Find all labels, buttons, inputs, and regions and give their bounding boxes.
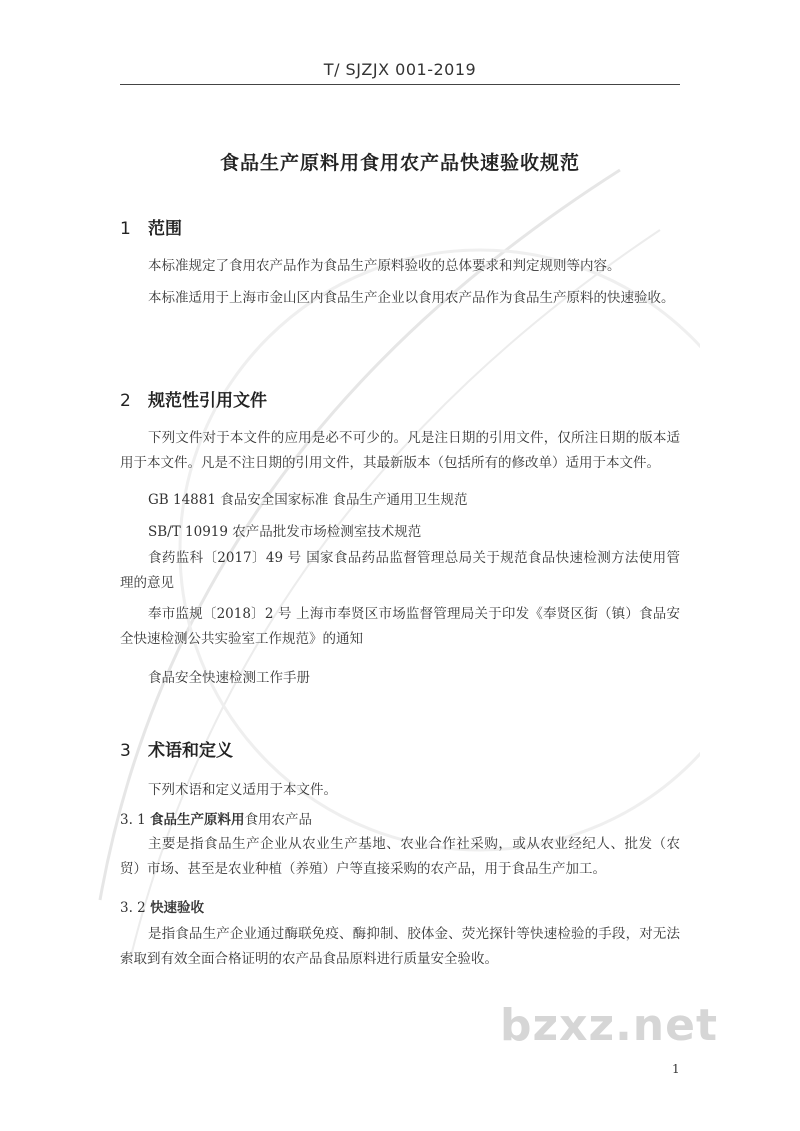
reference-item: 食品安全快速检测工作手册 xyxy=(148,670,310,686)
term-definition: 是指食品生产企业通过酶联免疫、酶抑制、胶体金、荧光探针等快速检验的手段，对无法索取到有效全面合格证明的农产品食品原料进行质量安全验收。 xyxy=(120,926,680,967)
reference-item: 奉市监规〔2018〕2 号 上海市奉贤区市场监督管理局关于印发《奉贤区街（镇）食品安全快速检测公共实验室工作规范》的通知 xyxy=(120,606,680,647)
reference-item: GB 14881 食品安全国家标准 食品生产通用卫生规范 xyxy=(148,492,468,508)
term-3-1-heading xyxy=(120,808,312,828)
site-watermark: bzxz.net xyxy=(500,1000,719,1051)
term-number: 3. 2 xyxy=(120,900,146,916)
section-number: 2 xyxy=(120,391,131,411)
paragraph: 下列术语和定义适用于本文件。 xyxy=(148,782,337,798)
header-rule xyxy=(120,84,680,85)
section-number: 3 xyxy=(120,741,131,761)
term-text: 食用农产品 xyxy=(244,812,313,828)
section-3-heading xyxy=(120,736,233,761)
term-number: 3. 1 xyxy=(120,812,146,828)
section-title: 规范性引用文件 xyxy=(148,391,267,411)
term-definition: 主要是指食品生产企业从农业生产基地、农业合作社采购，或从农业经纪人、批发（农贸）市场、甚至是农业种植（养殖）户等直接采购的农产品，用于食品生产加工。 xyxy=(120,836,680,877)
term-bold-text: 快速验收 xyxy=(150,900,205,916)
paragraph: 下列文件对于本文件的应用是必不可少的。凡是注日期的引用文件，仅所注日期的版本适用于本文件。凡是不注日期的引用文件，其最新版本（包括所有的修改单）适用于本文件。 xyxy=(120,430,680,471)
term-3-2-heading xyxy=(120,896,204,916)
section-title: 术语和定义 xyxy=(148,741,233,761)
term-bold-text: 食品生产原料用 xyxy=(150,812,245,828)
document-title: 食品生产原料用食用农产品快速验收规范 xyxy=(219,152,580,174)
paragraph: 本标准规定了食用农产品作为食品生产原料验收的总体要求和判定规则等内容。 xyxy=(148,258,621,274)
reference-item: 食药监科〔2017〕49 号 国家食品药品监督管理总局关于规范食品快速检测方法使用管理的意见 xyxy=(120,550,680,591)
section-title: 范围 xyxy=(148,219,182,239)
page-number: 1 xyxy=(672,1062,680,1076)
paragraph: 本标准适用于上海市金山区内食品生产企业以食用农产品作为食品生产原料的快速验收。 xyxy=(148,290,675,306)
section-1-heading xyxy=(120,214,182,239)
section-2-heading xyxy=(120,386,267,411)
standard-code: T/ SJZJX 001-2019 xyxy=(323,60,477,79)
section-number: 1 xyxy=(120,219,131,239)
reference-item: SB/T 10919 农产品批发市场检测室技术规范 xyxy=(148,524,422,540)
